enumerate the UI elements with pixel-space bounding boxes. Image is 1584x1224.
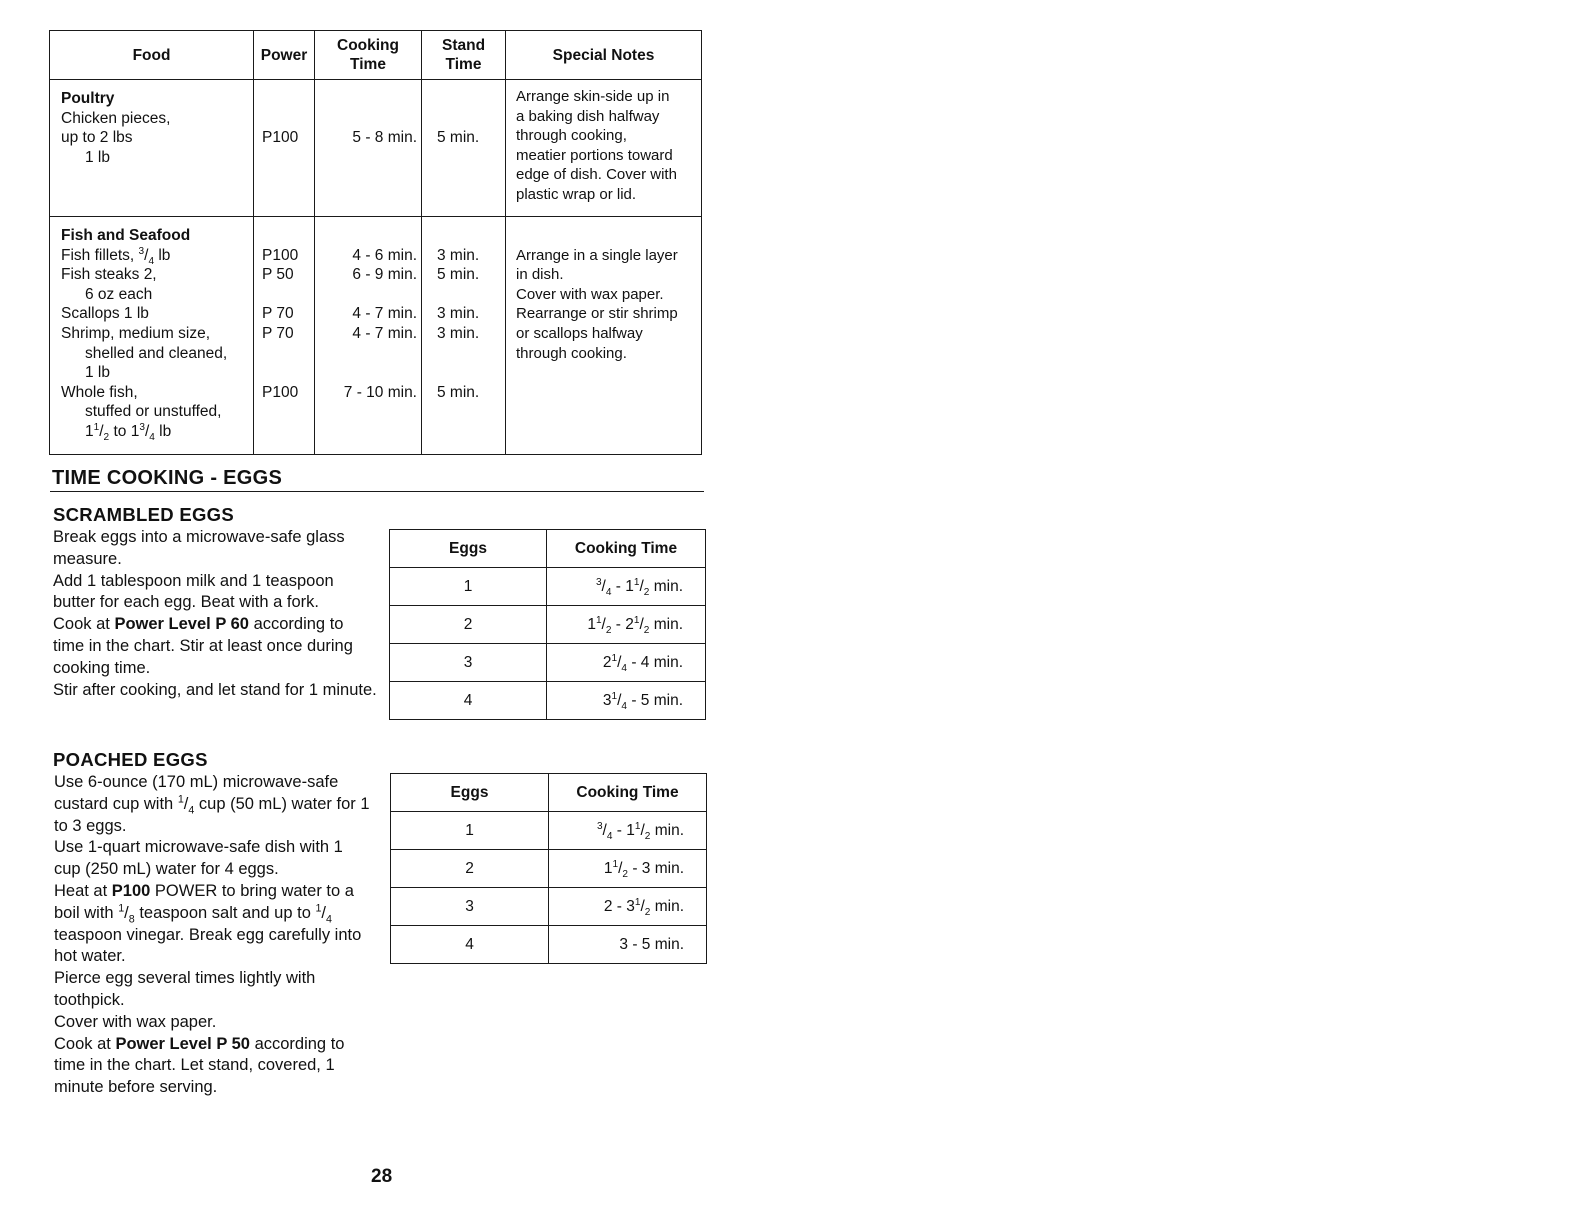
- shrimp-power: P 70: [262, 324, 294, 342]
- fish-note-line: in dish.: [516, 266, 564, 284]
- shrimp-weight: 1 lb: [85, 364, 110, 382]
- page-number: 28: [371, 1166, 393, 1187]
- whole-fish-stand-time: 5 min.: [437, 383, 480, 401]
- cooking-time: $1^1/_2 - 3$ min.: [549, 850, 707, 888]
- shrimp-prep: shelled and cleaned,: [85, 344, 228, 362]
- poached-eggs-instructions: [54, 772, 374, 1099]
- poached-eggs-title: POACHED EGGS: [53, 749, 208, 770]
- poached-eggs-table: [390, 773, 707, 964]
- poached-step: Use 1-quart microwave-safe dish with 1 cup (250 mL) water for 4 eggs.: [54, 838, 343, 879]
- food-cooking-chart: [49, 30, 702, 455]
- whole-fish-power: P100: [262, 383, 299, 401]
- table-row: [390, 606, 706, 644]
- header-power: Power: [254, 31, 315, 80]
- fillets-cooking-time: 4 - 6 min.: [352, 246, 417, 264]
- fish-note-line: Arrange in a single layer: [516, 246, 678, 264]
- table-header-row: [391, 774, 707, 812]
- poultry-power: P100: [262, 129, 299, 147]
- cooking-time: $2 - 3^1/_2$ min.: [549, 888, 707, 926]
- cooking-time: $^3/_4 - 1^1/_2$ min.: [547, 568, 706, 606]
- poultry-stand-time: 5 min.: [437, 129, 480, 147]
- scrambled-eggs-table: [389, 529, 706, 720]
- table-row: [391, 926, 707, 964]
- table-header-row: [390, 530, 706, 568]
- scrambled-eggs-title: SCRAMBLED EGGS: [53, 504, 234, 525]
- header-eggs: Eggs: [390, 530, 547, 568]
- fillets-power: P100: [262, 246, 299, 264]
- header-cooking-time: Cooking Time: [549, 774, 707, 812]
- poultry-note-line: edge of dish. Cover with: [516, 166, 677, 184]
- cooking-time: $^3/_4 - 1^1/_2$ min.: [549, 812, 707, 850]
- header-stand-time: Stand Time: [422, 31, 506, 80]
- poached-step: Heat at P100 POWER to bring water to a boil with $^1/_8$ teaspoon salt and up to $^1/_4$ teaspoon vinegar. Break egg carefully into hot water.: [54, 881, 362, 966]
- shrimp-cooking-time: 4 - 7 min.: [352, 324, 417, 342]
- egg-count: 1: [391, 812, 549, 850]
- poached-step: Pierce egg several times lightly with toothpick.: [54, 969, 316, 1009]
- scrambled-step: Stir after cooking, and let stand for 1 minute.: [53, 680, 377, 699]
- poultry-item-amount: up to 2 lbs: [61, 129, 133, 147]
- fish-note-line: Rearrange or stir shrimp: [516, 305, 678, 323]
- food-chart-header-row: [50, 31, 702, 80]
- header-special-notes: Special Notes: [506, 31, 702, 80]
- whole-fish: Whole fish,: [61, 383, 138, 401]
- fish-note-line: or scallops halfway: [516, 324, 643, 342]
- poultry-item: Chicken pieces,: [61, 109, 171, 127]
- whole-fish-stuffing: stuffed or unstuffed,: [85, 403, 222, 421]
- cooking-time: $2^1/_4 - 4$ min.: [547, 644, 706, 682]
- cooking-time: $1^1/_2 - 2^1/_2$ min.: [547, 606, 706, 644]
- scrambled-step: Cook at Power Level P 60 according to time in the chart. Stir at least once during cooking time.: [53, 615, 353, 677]
- table-row: [391, 888, 707, 926]
- egg-count: 2: [391, 850, 549, 888]
- cooking-time: 3 - 5 min.: [549, 926, 707, 964]
- poultry-row: [50, 80, 702, 217]
- fish-note-line: Cover with wax paper.: [516, 285, 664, 303]
- fish-steaks: Fish steaks 2,: [61, 266, 157, 284]
- header-cooking-time: Cooking Time: [547, 530, 706, 568]
- shrimp: Shrimp, medium size,: [61, 324, 211, 342]
- header-cooking-time: Cooking Time: [315, 31, 422, 80]
- scallops-power: P 70: [262, 305, 294, 323]
- poultry-item-weight: 1 lb: [85, 148, 110, 166]
- header-eggs: Eggs: [391, 774, 549, 812]
- fish-fillets: Fish fillets, $^3/_4$ lb: [61, 245, 171, 267]
- section-title: TIME COOKING - EGGS: [52, 467, 283, 489]
- egg-count: 3: [391, 888, 549, 926]
- shrimp-stand-time: 3 min.: [437, 324, 480, 342]
- egg-count: 1: [390, 568, 547, 606]
- scallops: Scallops 1 lb: [61, 305, 149, 323]
- scallops-stand-time: 3 min.: [437, 305, 480, 323]
- scrambled-eggs-instructions: [53, 527, 378, 701]
- whole-fish-cooking-time: 7 - 10 min.: [343, 383, 417, 401]
- poultry-note-line: a baking dish halfway: [516, 107, 660, 125]
- fillets-stand-time: 3 min.: [437, 246, 480, 264]
- egg-count: 4: [391, 926, 549, 964]
- fish-row: [50, 217, 702, 455]
- table-row: [390, 644, 706, 682]
- fish-note-line: through cooking.: [516, 344, 627, 362]
- header-food: Food: [50, 31, 254, 80]
- cooking-time: $3^1/_4 - 5$ min.: [547, 682, 706, 720]
- steaks-cooking-time: 6 - 9 min.: [352, 266, 417, 284]
- scrambled-step: Break eggs into a microwave-safe glass measure.: [53, 528, 345, 568]
- fish-category: Fish and Seafood: [61, 227, 191, 244]
- table-row: [390, 568, 706, 606]
- egg-count: 2: [390, 606, 547, 644]
- section-divider: [50, 491, 704, 492]
- steaks-power: P 50: [262, 266, 294, 284]
- steaks-stand-time: 5 min.: [437, 266, 480, 284]
- poached-step: Use 6-ounce (170 mL) microwave-safe custard cup with $^1/_4$ cup (50 mL) water for 1 to 3 eggs.: [54, 773, 370, 835]
- fish-steaks-weight: 6 oz each: [85, 285, 153, 303]
- scrambled-step: Add 1 tablespoon milk and 1 teaspoon butter for each egg. Beat with a fork.: [53, 571, 334, 612]
- poultry-note-line: Arrange skin-side up in: [516, 88, 670, 105]
- egg-count: 3: [390, 644, 547, 682]
- table-row: [390, 682, 706, 720]
- poultry-note-line: meatier portions toward: [516, 146, 673, 164]
- poultry-note-line: through cooking,: [516, 127, 627, 145]
- table-row: [391, 850, 707, 888]
- poultry-note-line: plastic wrap or lid.: [516, 185, 637, 203]
- poached-step: Cover with wax paper.: [54, 1012, 217, 1031]
- table-row: [391, 812, 707, 850]
- poached-step: Cook at Power Level P 50 according to time in the chart. Let stand, covered, 1 minute before serving.: [54, 1034, 345, 1097]
- poultry-cooking-time: 5 - 8 min.: [352, 129, 417, 147]
- egg-count: 4: [390, 682, 547, 720]
- poultry-category: Poultry: [61, 90, 115, 107]
- whole-fish-weight: $1^1/_2$ to $1^3/_4$ lb: [85, 421, 172, 444]
- scallops-cooking-time: 4 - 7 min.: [352, 305, 417, 323]
